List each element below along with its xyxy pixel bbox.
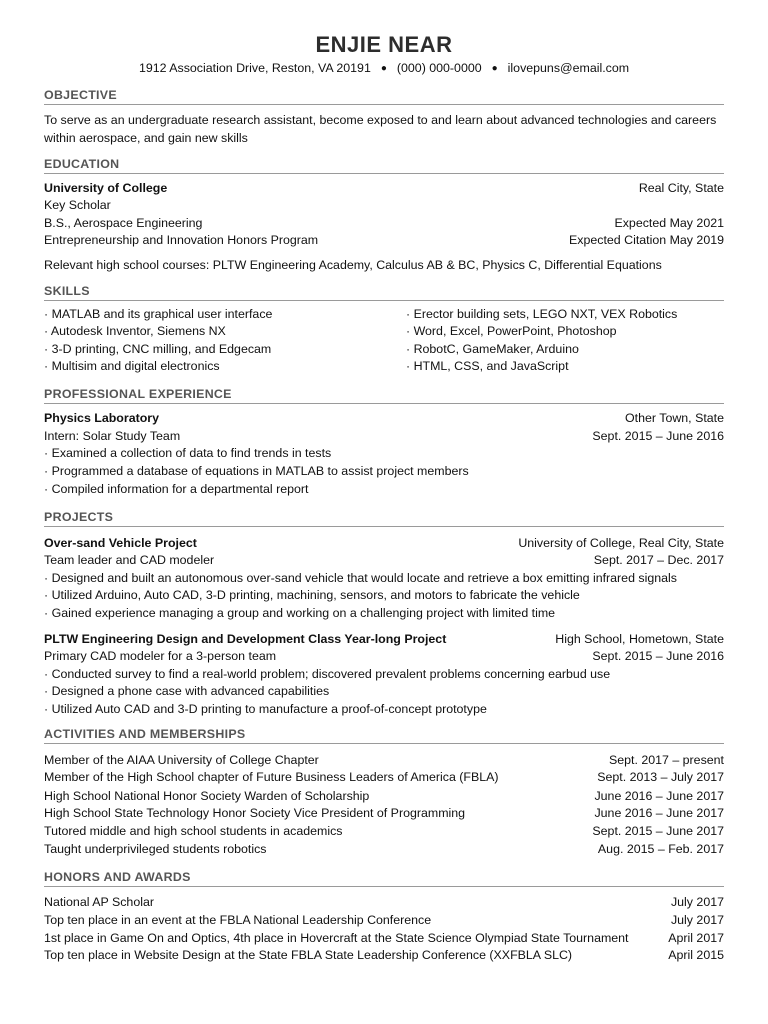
address: 1912 Association Drive, Reston, VA 20191 [138, 61, 371, 75]
activity-row [44, 788, 724, 805]
section-title-education: EDUCATION [44, 157, 724, 174]
project-row [44, 552, 724, 569]
bullet-text: · Designed a phone case with advanced capabilities [44, 684, 330, 698]
honor-text: Top ten place in Website Design at the State FBLA State Leadership Conference (XXFBLA SLC) [44, 948, 573, 962]
experience-bullet [44, 463, 724, 480]
project-dates: Sept. 2017 – Dec. 2017 [593, 553, 724, 567]
project-role: Primary CAD modeler for a 3-person team [44, 649, 277, 663]
honors-program: Entrepreneurship and Innovation Honors Program [44, 233, 319, 247]
bullet-text: · Utilized Auto CAD and 3-D printing to manufacture a proof-of-concept prototype [44, 702, 487, 716]
education-row [44, 257, 724, 274]
contact-line [0, 61, 768, 75]
activity-text: Tutored middle and high school students in academics [44, 824, 343, 838]
project-row [44, 535, 724, 552]
education-row [44, 232, 724, 249]
project-bullet [44, 605, 724, 622]
project-bullet [44, 701, 724, 718]
honor-row [44, 912, 724, 929]
skill-item: · Multisim and digital electronics [44, 359, 220, 373]
separator-dot: ● [491, 63, 498, 74]
section-title-activities: ACTIVITIES AND MEMBERSHIPS [44, 727, 724, 744]
phone: (000) 000-0000 [396, 61, 482, 75]
activity-text: Taught underprivileged students robotics [44, 842, 267, 856]
skill-item: · Word, Excel, PowerPoint, Photoshop [406, 324, 617, 338]
objective-text: To serve as an undergraduate research assistant, become exposed to and learn about advanced technologies and careers within aerospace, and gain new skills [44, 113, 717, 145]
honor-row [44, 894, 724, 911]
activity-text: High School State Technology Honor Society Vice President of Programming [44, 806, 466, 820]
honor-date: July 2017 [670, 913, 724, 927]
courses-list: PLTW Engineering Academy, Calculus AB & BC, Physics C, Differential Equations [212, 258, 662, 272]
degree: B.S., Aerospace Engineering [44, 216, 203, 230]
activity-text: Member of the AIAA University of College Chapter [44, 753, 319, 767]
degree-date: Expected May 2021 [614, 216, 724, 230]
skill-item: · RobotC, GameMaker, Arduino [406, 342, 579, 356]
bullet-text: · Designed and built an autonomous over-sand vehicle that would locate and retrieve a box emitting infrared signals [44, 571, 677, 585]
activity-date: June 2016 – June 2017 [594, 806, 724, 820]
email: ilovepuns@email.com [507, 61, 630, 75]
activity-row [44, 841, 724, 858]
project-bullet [44, 683, 724, 700]
skill-item: · Autodesk Inventor, Siemens NX [44, 324, 226, 338]
project-role: Team leader and CAD modeler [44, 553, 215, 567]
school-name: University of College [44, 181, 168, 195]
honor-text: 1st place in Game On and Optics, 4th place in Hovercraft at the State Science Olympiad State Tournament [44, 931, 629, 945]
activity-date: Sept. 2017 – present [608, 753, 724, 767]
project-row [44, 648, 724, 665]
honor-row [44, 930, 724, 947]
skill-item: · Erector building sets, LEGO NXT, VEX Robotics [406, 307, 678, 321]
experience-role: Intern: Solar Study Team [44, 429, 181, 443]
section-title-objective: OBJECTIVE [44, 88, 724, 105]
experience-bullet [44, 481, 724, 498]
bullet-text: · Conducted survey to find a real-world problem; discovered prevalent problems concerning earbud use [44, 667, 611, 681]
experience-dates: Sept. 2015 – June 2016 [592, 429, 724, 443]
bullet-text: · Compiled information for a departmental report [44, 482, 309, 496]
activity-date: Aug. 2015 – Feb. 2017 [597, 842, 724, 856]
experience-row [44, 410, 724, 427]
courses-label: Relevant high school courses: [44, 258, 210, 272]
experience-org: Physics Laboratory [44, 411, 160, 425]
education-row [44, 197, 724, 214]
activity-row [44, 823, 724, 840]
education-row [44, 215, 724, 232]
section-title-projects: PROJECTS [44, 510, 724, 527]
project-location: High School, Hometown, State [555, 632, 724, 646]
project-bullet [44, 666, 724, 683]
school-location: Real City, State [638, 181, 724, 195]
honor-date: July 2017 [670, 895, 724, 909]
bullet-text: · Utilized Arduino, Auto CAD, 3-D printing, machining, sensors, and motors to fabricate the vehicle [44, 588, 580, 602]
project-row [44, 631, 724, 648]
activity-row [44, 769, 724, 786]
skill-item: · MATLAB and its graphical user interface [44, 307, 273, 321]
program-date: Expected Citation May 2019 [569, 233, 724, 247]
bullet-text: · Examined a collection of data to find trends in tests [44, 446, 332, 460]
activity-text: Member of the High School chapter of Future Business Leaders of America (FBLA) [44, 770, 499, 784]
honor-date: April 2017 [668, 931, 724, 945]
section-title-skills: SKILLS [44, 284, 724, 301]
honor-row [44, 947, 724, 964]
honor-date: April 2015 [668, 948, 724, 962]
activity-row [44, 752, 724, 769]
skill-item: · 3-D printing, CNC milling, and Edgecam [44, 342, 272, 356]
bullet-text: · Gained experience managing a group and working on a challenging project with limited time [44, 606, 556, 620]
education-row [44, 180, 724, 197]
bullet-text: · Programmed a database of equations in MATLAB to assist project members [44, 464, 469, 478]
project-bullet [44, 570, 724, 587]
activity-row [44, 805, 724, 822]
activity-date: Sept. 2015 – June 2017 [592, 824, 724, 838]
project-location: University of College, Real City, State [518, 536, 724, 550]
section-title-honors: HONORS AND AWARDS [44, 870, 724, 887]
activity-date: Sept. 2013 – July 2017 [597, 770, 724, 784]
scholar-title: Key Scholar [44, 198, 111, 212]
section-title-experience: PROFESSIONAL EXPERIENCE [44, 387, 724, 404]
honor-text: National AP Scholar [44, 895, 154, 909]
activity-date: June 2016 – June 2017 [594, 789, 724, 803]
skill-item: · HTML, CSS, and JavaScript [406, 359, 569, 373]
candidate-name: ENJIE NEAR [315, 32, 453, 57]
experience-bullet [44, 445, 724, 462]
project-name: Over-sand Vehicle Project [44, 536, 197, 550]
experience-row [44, 428, 724, 445]
separator-dot: ● [380, 63, 387, 74]
activity-text: High School National Honor Society Warden of Scholarship [44, 789, 370, 803]
honor-text: Top ten place in an event at the FBLA National Leadership Conference [44, 913, 432, 927]
experience-location: Other Town, State [625, 411, 724, 425]
project-bullet [44, 587, 724, 604]
project-name: PLTW Engineering Design and Development Class Year-long Project [44, 632, 447, 646]
project-dates: Sept. 2015 – June 2016 [592, 649, 724, 663]
